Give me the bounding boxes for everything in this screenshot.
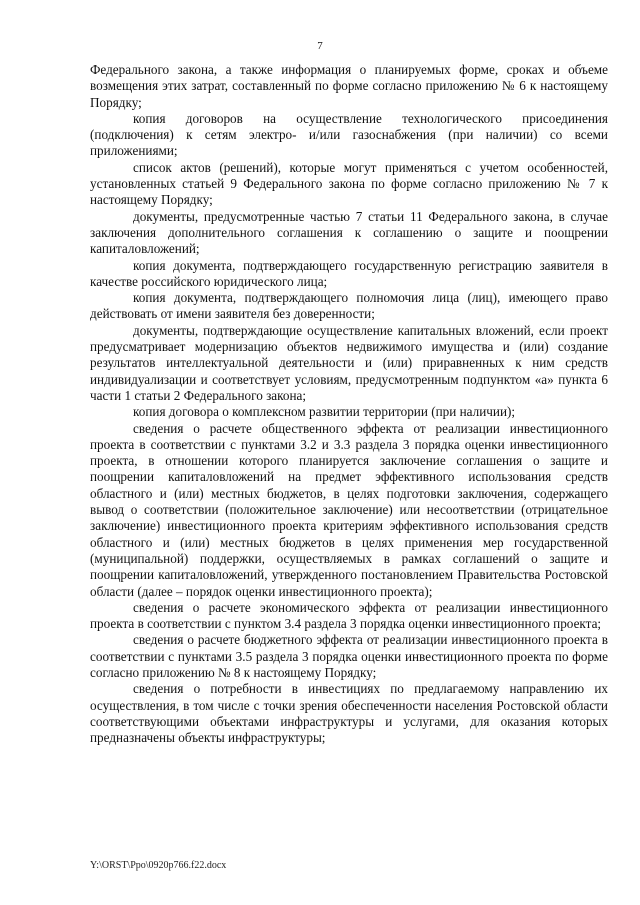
paragraph: сведения о потребности в инвестициях по предлагаемому направлению их осуществления, в том числе с точки зрения обеспеченности населения Ростовской области соответствующими объектами инфраструктуры и услугами, для оказания которых предназначены объекты инфраструктуры;: [90, 681, 608, 746]
file-path-footer: Y:\ORST\Ppo\0920p766.f22.docx: [90, 860, 227, 871]
paragraph: сведения о расчете бюджетного эффекта от реализации инвестиционного проекта в соответствии с пунктами 3.5 раздела 3 порядка оценки инвестиционного проекта по форме согласно приложению № 8 к настоящему Порядку;: [90, 632, 608, 680]
paragraph: копия документа, подтверждающего полномочия лица (лиц), имеющего право действовать от имени заявителя без доверенности;: [90, 290, 608, 322]
paragraph: копия договора о комплексном развитии территории (при наличии);: [133, 404, 516, 420]
paragraph: Федерального закона, а также информация о планируемых форме, сроках и объеме возмещения этих затрат, составленный по форме согласно приложению № 6 к настоящему Порядку;: [90, 62, 608, 110]
paragraph: список актов (решений), которые могут применяться с учетом особенностей, установленных статьей 9 Федерального закона по форме согласно приложению № 7 к настоящему Порядку;: [90, 159, 608, 208]
document-body: [90, 62, 608, 746]
paragraph: сведения о расчете экономического эффекта от реализации инвестиционного проекта в соответствии с пунктом 3.4 раздела 3 порядка оценки инвестиционного проекта;: [90, 599, 608, 632]
paragraph: документы, предусмотренные частью 7 статьи 11 Федерального закона, в случае заключения дополнительного соглашения к соглашению о защите и поощрении капиталовложений;: [90, 208, 608, 257]
paragraph: документы, подтверждающие осуществление капитальных вложений, если проект предусматривает модернизацию объектов недвижимого имущества и (или) создание результатов интеллектуальной деятельности и (или) приравненных к ним средств индивидуализации и соответствует условиям, предусмотренным подпунктом «а» пункта 6 части 1 статьи 2 Федерального закона;: [90, 322, 608, 403]
paragraph: сведения о расчете общественного эффекта от реализации инвестиционного проекта в соответствии с пунктами 3.2 и 3.3 раздела 3 порядка оценки инвестиционного проекта, в отношении которого планируется заключение соглашения о защите и поощрении капиталовложений на предмет эффективного использования средств областного и (или) местных бюджетов, в целях подготовки заключения, содержащего вывод о соответствии (положительное заключение) или несоответствии (отрицательное заключение) инвестиционного проекта критериям эффективного использования средств областного и (или) местных бюджетов в целях применения мер государственной (муниципальной) поддержки, осуществляемых в рамках соглашений о защите и поощрении капиталовложений, утвержденного постановлением Правительства Ростовской области (далее – порядок оценки инвестиционного проекта);: [90, 420, 608, 599]
page-number: 7: [317, 40, 323, 52]
paragraph: копия документа, подтверждающего государственную регистрацию заявителя в качестве российского юридического лица;: [90, 257, 608, 289]
paragraph: копия договоров на осуществление технологического присоединения (подключения) к сетям электро- и/или газоснабжения (при наличии) со всеми приложениями;: [90, 110, 608, 159]
